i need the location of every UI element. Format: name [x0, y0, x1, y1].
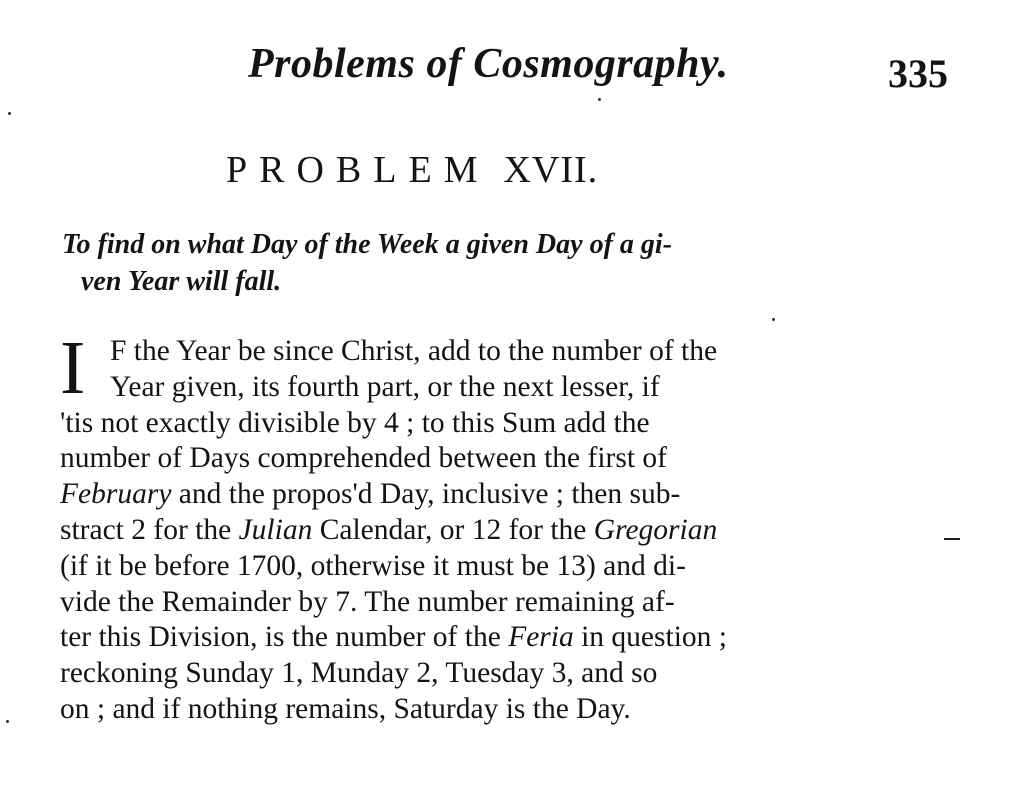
body-line	[60, 477, 860, 513]
body-line	[60, 334, 860, 370]
body-text-run: vide the Remainder by 7. The number remaining af-	[60, 585, 675, 618]
subtitle-line: ven Year will fall.	[81, 266, 282, 297]
drop-cap: I	[60, 326, 86, 410]
body-text-run: ter this Division, is the number of the	[60, 621, 509, 654]
body-paragraph	[60, 334, 860, 728]
body-line	[60, 692, 860, 728]
body-text-run: (if it be before 1700, otherwise it must be 13) and di-	[60, 549, 686, 582]
body-text-run: in question ;	[573, 621, 727, 654]
body-line	[60, 620, 860, 656]
body-line	[60, 549, 860, 585]
italic-term: February	[60, 478, 172, 511]
body-text-run: number of Days comprehended between the first of	[60, 442, 667, 475]
italic-term: Feria	[508, 621, 574, 654]
problem-subtitle	[62, 226, 862, 300]
page-number: 335	[888, 51, 948, 96]
body-text-run: stract 2 for the	[60, 513, 239, 546]
body-line	[60, 441, 860, 477]
body-line	[60, 513, 860, 549]
scan-speck	[6, 720, 9, 723]
body-text-run: Calendar, or 12 for the	[312, 513, 594, 546]
body-text-run: Year given, its fourth part, or the next lesser, if	[110, 370, 660, 403]
problem-heading	[226, 148, 598, 192]
running-head: Problems of Cosmography.	[248, 41, 729, 87]
body-text-run: on ; and if nothing remains, Saturday is the Day.	[60, 692, 631, 725]
body-line	[60, 406, 860, 442]
italic-term: Julian	[238, 513, 313, 546]
body-text-run: 'tis not exactly divisible by 4 ; to this Sum add the	[60, 406, 650, 439]
body-text-run: reckoning Sunday 1, Munday 2, Tuesday 3, and so	[60, 657, 658, 690]
body-text-run: and the propos'd Day, inclusive ; then sub-	[171, 478, 681, 511]
problem-number: XVII.	[503, 149, 599, 191]
scan-speck	[598, 98, 601, 101]
scan-speck	[772, 318, 775, 321]
subtitle-line: To find on what Day of the Week a given Day of a gi-	[62, 229, 673, 260]
problem-word: PROBLEM	[226, 149, 490, 191]
scan-speck	[8, 112, 11, 115]
body-line	[60, 656, 860, 692]
scan-mark	[944, 538, 960, 540]
body-line	[60, 585, 860, 621]
italic-term: Gregorian	[593, 513, 718, 546]
body-text-run: F the Year be since Christ, add to the number of the	[110, 335, 718, 367]
body-line	[60, 370, 860, 406]
